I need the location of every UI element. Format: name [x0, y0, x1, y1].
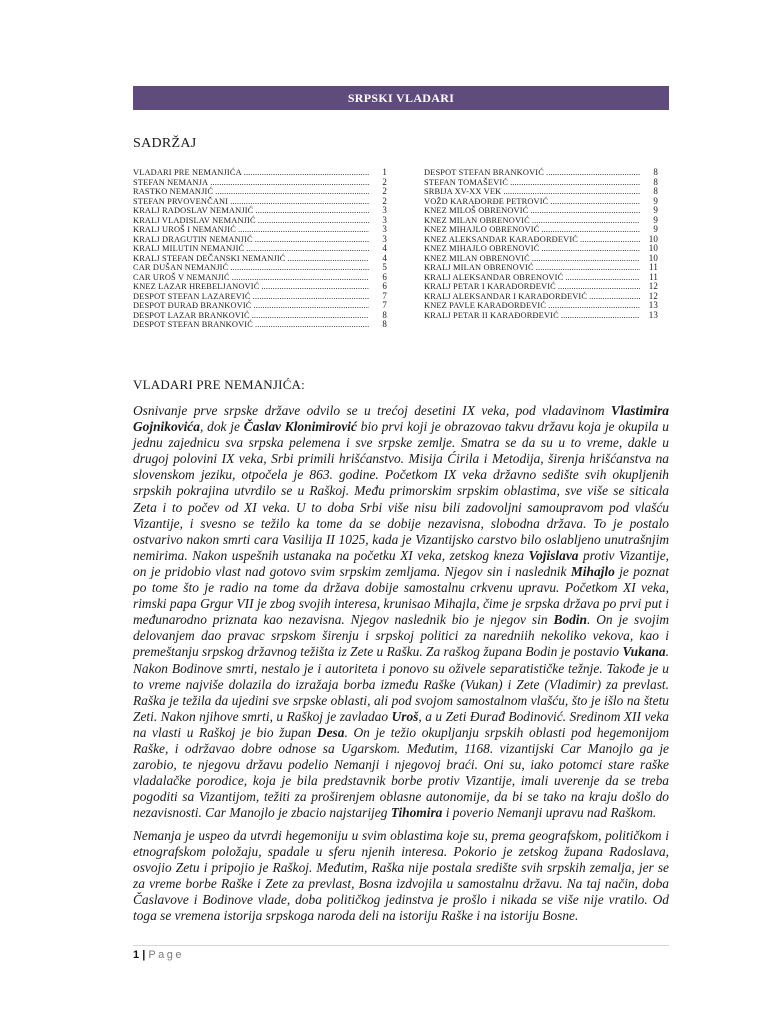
toc-entry-page: 2	[382, 176, 387, 187]
bold-name: Bodin	[553, 612, 587, 628]
toc-entry-name: KRALJ MILAN OBRENOVIĆ	[424, 263, 534, 272]
toc-entry-name: STEFAN TOMAŠEVIĆ	[424, 177, 509, 187]
toc-entry[interactable]	[424, 254, 658, 264]
bold-name: Vojislava	[528, 547, 579, 563]
toc-entry[interactable]	[424, 263, 658, 273]
toc-entry-name: SRBIJA XV-XX VEK	[424, 187, 502, 196]
toc-entry-page: 10	[648, 233, 658, 244]
toc-entry-page: 5	[382, 262, 387, 272]
toc-entry[interactable]	[424, 225, 658, 235]
toc-entry-name: STEFAN NEMANJA	[133, 177, 209, 187]
toc-entry-name: DESPOT LAZAR BRANKOVIĆ	[133, 310, 250, 320]
toc-entry[interactable]	[424, 235, 658, 245]
toc-entry-name: RASTKO NEMANJIĆ	[133, 187, 214, 196]
toc-entry[interactable]	[133, 168, 387, 178]
toc-left-column	[133, 168, 387, 330]
toc-entry[interactable]	[133, 254, 387, 264]
toc-entry-name: KRALJ ALEKSANDAR I KARAĐORĐEVIĆ	[424, 291, 588, 301]
toc-entry-name: KRALJ DRAGUTIN NEMANJIĆ	[133, 234, 253, 244]
toc-entry[interactable]	[424, 311, 658, 321]
toc-entry-page: 2	[382, 186, 387, 196]
toc-entry-page: 6	[382, 281, 387, 291]
toc-entry-page: 9	[653, 224, 658, 234]
toc-entry-name: KNEZ ALEKSANDAR KARAĐORĐEVIĆ	[424, 234, 579, 244]
toc-entry[interactable]	[133, 292, 387, 302]
toc-entry-name: KRALJ PETAR II KARAĐORĐEVIĆ	[424, 310, 559, 320]
bold-name: Desa	[316, 724, 345, 740]
toc-entry[interactable]	[424, 197, 658, 207]
toc-entry-name: KRALJ ALEKSANDAR OBRENOVIĆ	[424, 272, 564, 282]
footer-divider	[133, 945, 669, 946]
section-heading: VLADARI PRE NEMANJIĆA:	[133, 377, 305, 392]
toc-entry-page: 6	[382, 271, 387, 282]
toc-entry-name: KNEZ MILAN OBRENOVIĆ	[424, 253, 530, 263]
page-label: Page	[148, 949, 185, 961]
toc-entry-page: 9	[653, 214, 658, 225]
page-number: 1	[133, 949, 140, 961]
toc-entry-page: 9	[653, 205, 658, 215]
toc-entry-page: 3	[382, 224, 387, 234]
toc-entry-name: VLADARI PRE NEMANJIĆA	[133, 168, 242, 177]
body-paragraph: Osnivanje prve srpske države odvilo se u trećoj desetini IX veka, pod vladavinom Vlastimira Gojnikovića, dok je Časlav Klonimirović bio prvi koji je obrazovao takvu državu koja je okupila u jednu zajednicu sva srpska pelemena i sve srpske zemlje. Smatra se da su u to vreme, dakle u drugoj polovini IX veka, Srbi primili hrišćanstvo. Misija Ćirila i Metodija, širenja hrišćanstva na slovenskom jeziku, otpočela je 863. godine. Početkom IX veka državno sedište svih okupljenih srpskih pokrajina utvrdilo se u Raškoj. Među primorskim srpskim oblastima, sve više se siticala Zeta i to počev od XI veka. U to doba Srbi više nisu bili zadovoljni samoupravom pod vlašću Vizantije, i svesno se težilo ka tome da se dobije nezavisna, slobodna država. To je postalo ostvarivo nakon smrti cara Vasilija II 1025, kada je Vizantijsko carstvo bilo oslabljeno unutrašnjim nemirima. Nakon uspešnih ustanaka na početku XI veka, zetskog kneza Vojislava protiv Vizantije, on je pridobio vlast nad gotovo svim srpskim zemljama. Njegov sin i naslednik Mihajlo je poznat po tome što je radio na tome da država dobije samostalnu crkvenu upravu. Početkom XI veka, rimski papa Grgur VII je zbog svojih interesa, krunisao Mihajla, čime je srpska država po prvi put i međunarodno priznata kao nezavisna. Njegov naslednik bio je njegov sin Bodin. On je svojim delovanjem dao pravac srpskom širenju i srpskoj politici za naredniih nekoliko vekova, kao i premeštanju srpskog državnog težišta iz Zete u Rašku. Za raškog župana Bodin je postavio Vukana. Nakon Bodinove smrti, nestalo je i autoriteta i ponovo su oživele separatističke težnje. Takođe je u to vreme najviše dolazila do izražaja borba između Raške (Vukan) i Zete (Vladimir) za prevlast. Raška je težila da ujedini sve srpske oblasti, ali pod svojom samostalnom vlašću, što je išlo na štetu Zeti. Nakon njihove smrti, u Raškoj je zavladao Uroš, a u Zeti Đurađ Bodinović. Sredinom XII veka na vlasti u Raškoj je bio župan Desa. On je težio okupljanju srpskih oblasti pod hegemonijom Raške, i održavao dobre odnose sa Ugarskom. Međutim, 1168. vizantijski Car Manojlo ga je zarobio, te njegovu državu podelio Nemanji i njegovoj braći. Oni su, iako potomci stare raške vladalačke porodice, koja je bila predstavnik borbe protiv Vizantije, imali uverenje da se treba pogoditi sa Vizantijom, težiti za proširenjem oblasne autonomije, da bi se tako na kraju došlo do nezavisnosti. Car Manojlo je zbacio najstarijeg Tihomira i poverio Nemanji upravu nad Raškom.	[133, 403, 669, 821]
bold-name: Tihomira	[390, 805, 443, 821]
toc-entry[interactable]	[424, 273, 658, 283]
toc-entry-page: 3	[382, 233, 387, 244]
toc-entry[interactable]	[133, 311, 387, 321]
toc-entry[interactable]	[133, 225, 387, 235]
toc-entry-page: 8	[653, 167, 658, 177]
footer-separator: |	[142, 949, 146, 961]
toc-entry-name: KNEZ LAZAR HREBELJANOVIĆ	[133, 282, 260, 291]
toc-entry-name: DESPOT STEFAN BRANKOVIĆ	[424, 168, 544, 177]
bold-name: Mihajlo	[570, 563, 615, 579]
toc-entry-page: 13	[648, 309, 658, 320]
bold-name: Uroš	[391, 708, 419, 724]
toc-entry-page: 3	[382, 214, 387, 225]
document-title: SRPSKI VLADARI	[133, 86, 669, 110]
toc-entry-name: DESPOT ĐURAĐ BRANKOVIĆ	[133, 301, 252, 310]
toc-entry[interactable]	[424, 216, 658, 226]
toc-heading: SADRŽAJ	[133, 136, 197, 151]
page-footer	[133, 949, 184, 961]
toc-entry-name: KRALJ STEFAN DEČANSKI NEMANJIĆ	[133, 253, 286, 263]
toc-entry-page: 7	[382, 290, 387, 301]
toc-entry-name: KRALJ MILUTIN NEMANJIĆ	[133, 244, 245, 253]
toc-entry[interactable]	[133, 206, 387, 216]
toc-entry-page: 8	[382, 309, 387, 320]
toc-entry-name: STEFAN PRVOVENČANI	[133, 196, 229, 206]
toc-entry-name: KRALJ RADOSLAV NEMANJIĆ	[133, 206, 254, 215]
toc-entry-page: 2	[382, 195, 387, 206]
toc-entry-page: 11	[649, 271, 658, 282]
toc-entry[interactable]	[133, 197, 387, 207]
toc-entry-page: 12	[648, 281, 658, 291]
toc-entry[interactable]	[133, 273, 387, 283]
toc-entry-name: KNEZ MILAN OBRENOVIĆ	[424, 215, 530, 225]
bold-name: Vukana	[622, 644, 666, 660]
toc-entry-page: 1	[382, 167, 387, 177]
toc-entry-page: 8	[382, 319, 387, 329]
toc-entry-page: 8	[653, 186, 658, 196]
toc-entry-page: 13	[648, 300, 658, 310]
toc-entry-name: KNEZ MIHAJLO OBRENOVIĆ	[424, 225, 540, 234]
toc-entry[interactable]	[133, 282, 387, 292]
toc-entry-page: 12	[648, 290, 658, 301]
toc-entry-name: KRALJ VLADISLAV NEMANJIĆ	[133, 215, 256, 225]
toc-entry[interactable]	[424, 244, 658, 254]
toc-entry[interactable]	[424, 206, 658, 216]
toc-entry-page: 4	[382, 252, 387, 263]
toc-entry-name: CAR DUŠAN NEMANJIĆ	[133, 263, 229, 272]
toc-entry-page: 3	[382, 205, 387, 215]
body-paragraph: Nemanja je uspeo da utvrdi hegemoniju u svim oblastima koje su, prema geografskom, političkom i etnografskom položaju, spadale u sferu njenih interesa. Pokorio je zetskog župana Radoslava, osvojio Zetu i pripojio je Raškoj. Međutim, Raška nije postala središte svih srpskih zemalja, jer se za vreme borbe Raške i Zete za prevlast, Bosna izdvojila u samostalnu državu. Na taj način, doba Časlavove i Bodinove vlade, doba političkog jedinstva je prošlo i nikada se više nije vratilo. Od toga se vremena istorija srpskoga naroda deli na istoriju Raške i na istoriju Bosne.	[133, 828, 669, 924]
toc-entry-page: 10	[648, 252, 658, 263]
toc-entry-page: 10	[648, 243, 658, 253]
toc-entry-page: 4	[382, 243, 387, 253]
toc-entry-name: KRALJ UROŠ I NEMANJIĆ	[133, 225, 236, 234]
toc-entry[interactable]	[133, 263, 387, 273]
toc-entry[interactable]	[133, 216, 387, 226]
toc-entry[interactable]	[424, 282, 658, 292]
toc-entry[interactable]	[133, 244, 387, 254]
toc-entry-name: KRALJ PETAR I KARAĐORĐEVIĆ	[424, 282, 556, 291]
bold-name: Vlastimira Gojnikovića	[133, 403, 669, 435]
toc-entry[interactable]	[133, 178, 387, 188]
toc-entry-name: DESPOT STEFAN BRANKOVIĆ	[133, 320, 253, 329]
toc-entry[interactable]	[424, 178, 658, 188]
bold-name: Časlav Klonimirović	[243, 419, 357, 435]
toc-entry[interactable]	[424, 168, 658, 178]
toc-right-column	[424, 168, 658, 320]
toc-entry-name: VOŽD KARAĐORĐE PETROVIĆ	[424, 196, 549, 206]
toc-entry-name: KNEZ MIHAJLO OBRENOVIĆ	[424, 244, 540, 253]
toc-entry-name: KNEZ PAVLE KARAĐORĐEVIĆ	[424, 301, 547, 310]
toc-entry[interactable]	[133, 301, 387, 311]
toc-entry-page: 9	[653, 195, 658, 206]
toc-entry[interactable]	[133, 187, 387, 197]
toc-entry[interactable]	[133, 320, 387, 330]
toc-entry[interactable]	[424, 292, 658, 302]
toc-entry[interactable]	[133, 235, 387, 245]
toc-entry-name: DESPOT STEFAN LAZAREVIĆ	[133, 291, 251, 301]
toc-entry-name: KNEZ MILOŠ OBRENOVIĆ	[424, 206, 529, 215]
toc-entry-page: 11	[649, 262, 658, 272]
toc-entry-page: 8	[653, 176, 658, 187]
toc-entry-name: CAR UROŠ V NEMANJIĆ	[133, 272, 230, 282]
toc-entry[interactable]	[424, 301, 658, 311]
toc-entry-page: 7	[382, 300, 387, 310]
toc-entry[interactable]	[424, 187, 658, 197]
